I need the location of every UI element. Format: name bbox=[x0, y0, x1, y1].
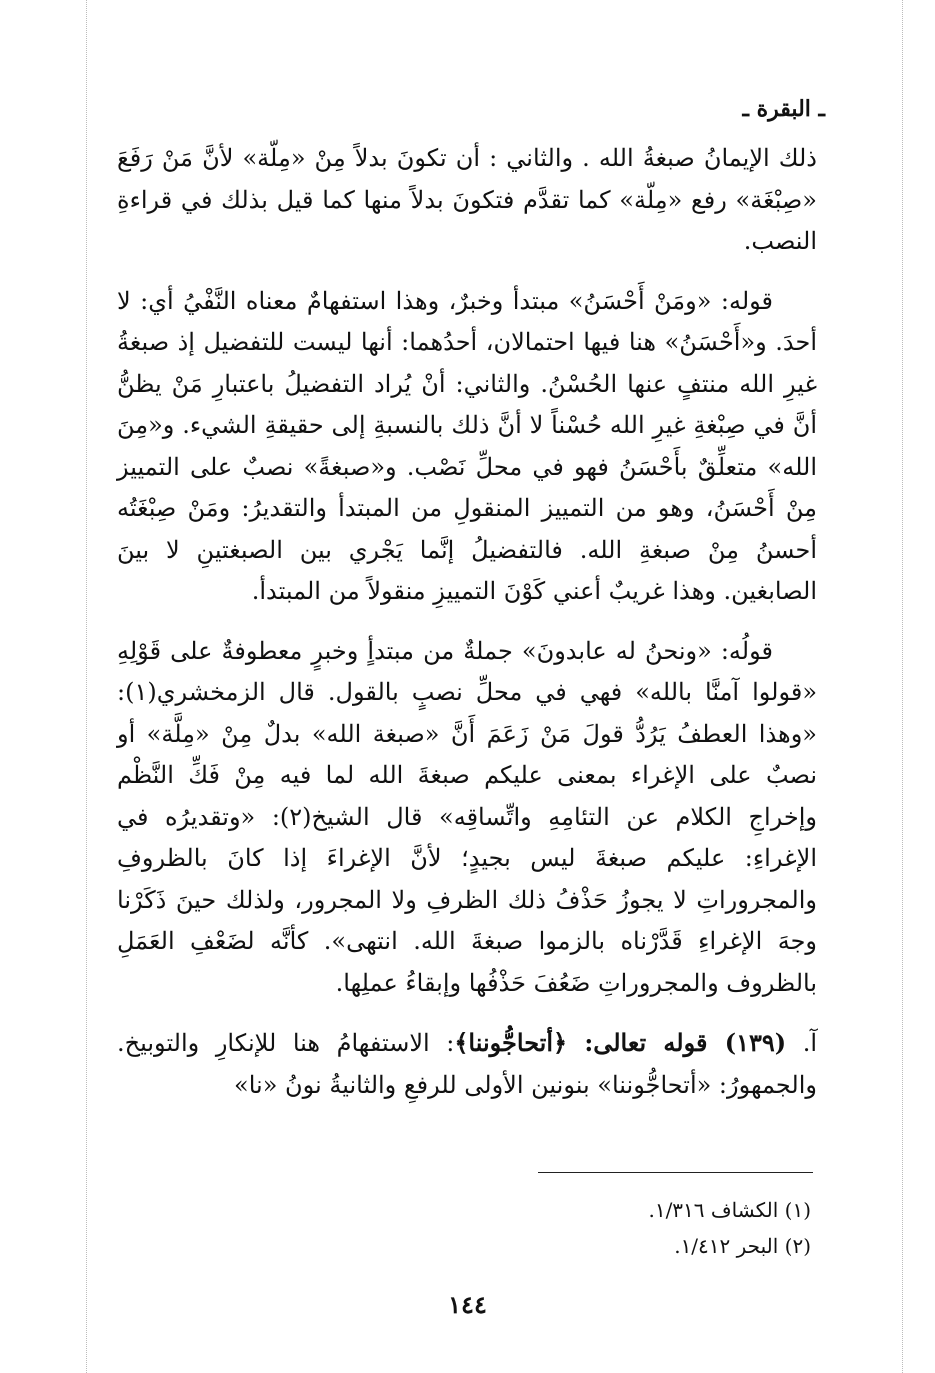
verse-lead: آ. bbox=[786, 1029, 817, 1057]
footnotes bbox=[311, 1192, 811, 1264]
verse-commentary: : الاستفهامُ هنا للإنكارِ والتوبيخ. والجمهورُ: «أتحاجُّوننا» بنونين الأولى للرفعِ والثانيةُ نونُ «نا» bbox=[117, 1029, 817, 1099]
scan-edge-left bbox=[86, 0, 87, 1373]
running-header: ـ البقرة ـ bbox=[742, 96, 825, 122]
main-text bbox=[117, 138, 817, 1106]
verse-heading: (١٣٩) قوله تعالى: ﴿أتحاجُّوننا﴾ bbox=[454, 1028, 787, 1057]
paragraph-3-text: قولُه: «ونحنُ له عابدونَ» جملةٌ من مبتدأٍ وخبرٍ معطوفةٌ على قَوْلِهِ «قولوا آمنَّا بالله» فهي في محلِّ نصبٍ بالقول. قال الزمخشري(١): «وهذا العطفُ يَرُدُّ قولَ مَنْ زَعَمَ أَنَّ «صبغة الله» بدلٌ مِنْ «مِلَّة» أو نصبٌ على الإغراء بمعنى عليكم صبغةَ الله لما فيه مِنْ فَكِّ النَّظْم وإخراجِ الكلام عن التئامِهِ واتِّساقِه» قال الشيخ(٢): «وتقديرُه في الإغراءِ: عليكم صبغةَ ليس بجيدٍ؛ لأنَّ الإغراءَ إذا كانَ بالظروفِ والمجروراتِ لا يجوزُ حَذْفُ ذلك الظرفِ ولا المجرور، ولذلك حينَ ذَكَرْنا وجهَ الإغراءِ قَدَّرْناه بالزموا صبغةَ الله. انتهى». كأنَّه لضَعْفِ العَمَلِ بالظروف والمجروراتِ ضَعُفَ حَذْفُها وإبقاءُ عملِها. bbox=[117, 636, 817, 997]
paragraph-1: ذلك الإيمانُ صبغةُ الله . والثاني : أن تكونَ بدلاً مِنْ «مِلّة» لأنَّ مَنْ رَفَعَ «صِبْغَة» رفع «مِلّة» كما تقدَّم فتكونَ بدلاً منها كما قيل بذلك في قراءةِ النصب. bbox=[117, 144, 817, 255]
footnote-1: (١) الكشاف ١/٣١٦. bbox=[648, 1198, 811, 1222]
paragraph-2-text: قوله: «ومَنْ أَحْسَنُ» مبتدأ وخبرٌ، وهذا استفهامٌ معناه النَّفْيُ أي: لا أحدَ. و«أَحْسَنُ» هنا فيها احتمالان، أحدُهما: أنها ليست للتفضيل إذ صبغةُ غيرِ الله منتفٍ عنها الحُسْنُ. والثاني: أنْ يُراد التفضيلُ باعتبارِ مَنْ يظنُّ أنَّ في صِبْغةِ غيرِ الله حُسْناً لا أنَّ ذلك بالنسبةِ إلى حقيقةِ الشيء. و«مِنَ الله» متعلِّقٌ بأَحْسَنُ فهو في محلِّ نَصْب. و«صبغةً» نصبٌ على التمييز مِنْ أَحْسَنُ، وهو من التمييز المنقولِ من المبتدأ والتقديرُ: ومَنْ صِبْغَتُه أحسنُ مِنْ صبغةِ الله. فالتفضيلُ إنَّما يَجْري بين الصبغتينِ لا بينَ الصابغين. وهذا غريبٌ أعني كَوْنَ التمييزِ منقولاً من المبتدأ. bbox=[117, 286, 817, 605]
scan-edge-right bbox=[902, 0, 903, 1373]
page-number: ١٤٤ bbox=[448, 1290, 487, 1319]
paragraph-2 bbox=[117, 281, 817, 613]
paragraph-3 bbox=[117, 631, 817, 1005]
verse-paragraph bbox=[117, 1022, 817, 1106]
footnote-2: (٢) البحر ١/٤١٢. bbox=[674, 1234, 811, 1258]
footnote-divider bbox=[538, 1172, 813, 1173]
